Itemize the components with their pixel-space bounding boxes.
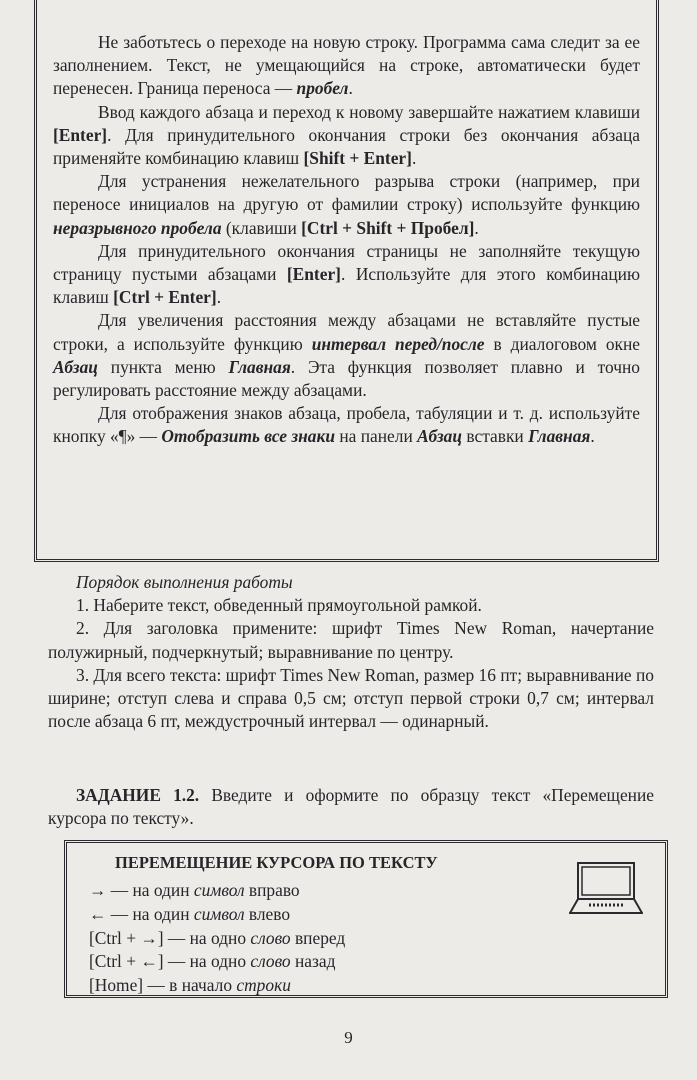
procedure-step: 1. Наберите текст, обведенный прямоугольной рамкой. — [76, 595, 482, 616]
cursor-key-line: [Home] — в начало строки — [89, 975, 291, 996]
cursor-movement-title: ПЕРЕМЕЩЕНИЕ КУРСОРА ПО ТЕКСТУ — [115, 853, 438, 872]
laptop-icon — [569, 861, 643, 917]
cursor-key-line: → — на один символ вправо — [89, 880, 300, 900]
paragraph-line-wrap: Не заботьтесь о переходе на новую строку. Программа сама следит за ее заполнением. Текст, не умещающийся на строке, автоматически будет перенесен. Граница переноса — пробел. — [53, 32, 640, 99]
task-section — [48, 784, 654, 830]
cursor-key-line: [Ctrl + →] — на одно слово вперед — [89, 927, 346, 948]
task-label: ЗАДАНИЕ 1.2. — [76, 785, 200, 805]
tips-frame — [34, 0, 659, 562]
procedure-heading: Порядок выполнения работы — [76, 572, 293, 592]
procedure-section — [48, 571, 654, 733]
paragraph-formatting-marks: Для отображения знаков абзаца, пробела, табуляции и т. д. используйте кнопку «¶» — Отобразить все знаки на панели Абзац вставки Главная. — [53, 403, 640, 447]
cursor-key-line: ← — на один символ влево — [89, 903, 291, 924]
paragraph-enter: Ввод каждого абзаца и переход к новому завершайте нажатием клавиши [Enter]. Для принудительного окончания строки без окончания абзаца применяйте комбинацию клавиш [Shift + Enter]. — [53, 101, 640, 169]
procedure-step: 3. Для всего текста: шрифт Times New Roman, размер 16 пт; выравнивание по ширине; отступ слева и справа 0,5 см; отступ первой строки 0,7 см; интервал после абзаца 6 пт, междустрочный интервал — одинарный. — [48, 664, 654, 732]
page-number: 9 — [344, 1028, 353, 1047]
paragraph-page-break: Для принудительного окончания страницы не заполняйте текущую страницу пустыми абзацами [Enter]. Используйте для этого комбинацию клавиш [Ctrl + Enter]. — [53, 240, 640, 308]
cursor-key-line: [Ctrl + ←] — на одно слово назад — [89, 951, 336, 972]
task-description: ЗАДАНИЕ 1.2. Введите и оформите по образцу текст «Перемещение курсора по тексту». — [48, 785, 655, 829]
procedure-step: 2. Для заголовка примените: шрифт Times New Roman, начертание полужирный, подчеркнутый; выравнивание по центру. — [48, 618, 654, 662]
paragraph-spacing: Для увеличения расстояния между абзацами не вставляйте пустые строки, а используйте функцию интервал перед/после в диалоговом окне Абзац пункта меню Главная. Эта функция позволяет плавно и точно регулировать расстояние между абзацами. — [53, 310, 641, 401]
cursor-movement-frame — [64, 840, 668, 998]
paragraph-nonbreaking-space: Для устранения нежелательного разрыва строки (например, при переносе инициалов на другую от фамилии строку) используйте функцию неразрывного пробела (клавиши [Ctrl + Shift + Пробел]. — [53, 171, 640, 238]
